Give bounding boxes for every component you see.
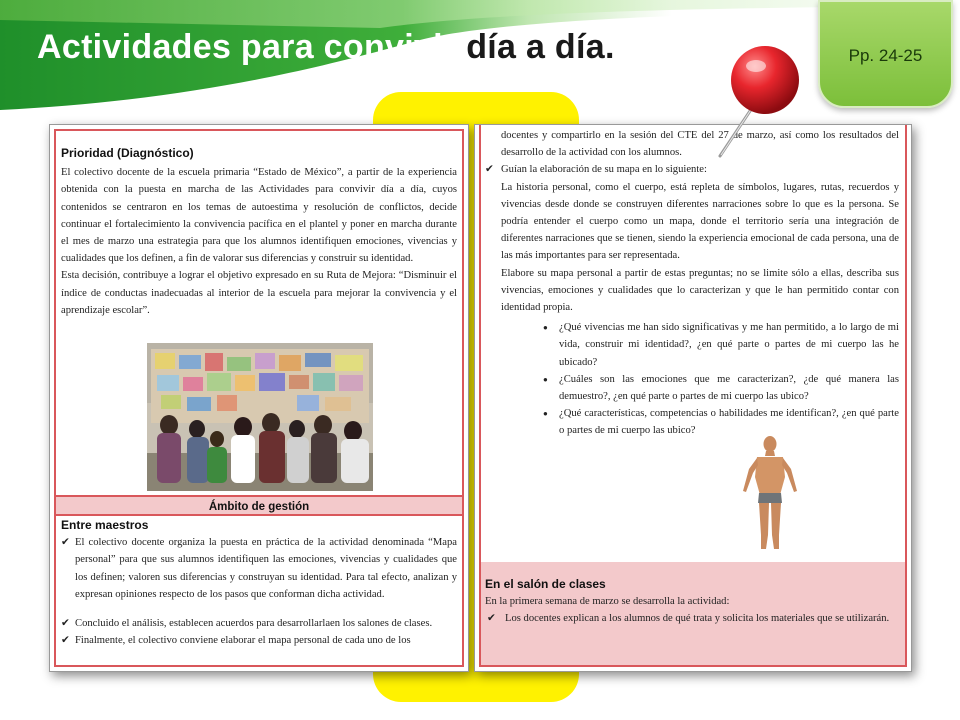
check-icon: ✔ [487,613,496,625]
instructions-paragraph: Elabore su mapa personal a partir de estas preguntas; no se limite sólo a ellas, describa sus vivencias, emociones y cualidades que lo caracterizan y que le han permitido contar con identidad propia. [501,267,899,314]
continuation-text: docentes y compartirlo en la sesión del CTE del 27 de marzo, así como los resultados del desarrollo de la actividad con los alumnos. [501,130,899,159]
right-document-page [474,124,912,672]
check-item-text: Guían la elaboración de su mapa en lo siguiente: [501,164,707,176]
classroom-heading: En el salón de clases [485,577,606,591]
human-body-figure [735,435,805,553]
body-map-paragraph: La historia personal, como el cuerpo, está repleta de símbolos, lugares, rutas, recuerdos y vivencias desde donde se construyen diferentes narraciones sobre lo que es la persona. Se podría entender el cuerpo como un mapa, donde el territorio sería una integración de diferentes narraciones que se tienen, siendo la experiencia emocional de cada persona, una de las más importantes para ser representada. [501,181,899,262]
check-item-text: El colectivo docente organiza la puesta en práctica de la actividad denominada “Mapa personal” para que sus alumnos identifiquen las emociones, vivencias y cualidades que los definen; valoren sus diferencias y construyan su identidad. Para tal efecto, analizan y expresan opiniones respecto de los pasos que conforman dicha actividad. [75,537,457,600]
list-item: ● ¿Qué vivencias me han sido significativas y me han permitido, a lo largo de mi vida, construir mi identidad?, ¿en qué parte o partes de mi cuerpo las he ubicado? [559,319,899,371]
students-photo [147,343,373,491]
priority-heading: Prioridad (Diagnóstico) [61,146,194,160]
slide-title: Actividades para convivir día a día. [37,28,615,66]
pushpin-icon [690,36,810,166]
objective-paragraph: Esta decisión, contribuye a lograr el objetivo expresado en su Ruta de Mejora: “Disminuir el índice de conductas inadecuadas al interior de la escuela para mejorar la convivencia y el aprendizaje escolar”. [61,270,457,316]
section-bar [56,497,462,514]
classroom-section [481,562,905,665]
check-icon: ✔ [61,537,70,549]
list-item: ● ¿Cuáles son las emociones que me caracterizan?, ¿de qué manera las demuestro?, ¿en qué parte o partes de mi cuerpo las ubico? [559,371,899,405]
teachers-subheading: Entre maestros [61,518,149,532]
question-list [501,319,899,439]
section-bar-label: Ámbito de gestión [208,501,310,513]
check-icon: ✔ [485,164,494,176]
check-item-text: Finalmente, el colectivo conviene elaborar el mapa personal de cada uno de los [75,635,411,647]
check-item-text: Concluido el análisis, establecen acuerdos para desarrollarlaen los salones de clases. [75,618,433,630]
list-item: ● ¿Qué características, competencias o habilidades me identifican?, ¿en qué parte o partes de mi cuerpo las ubico? [559,405,899,439]
check-item-text: Los docentes explican a los alumnos de qué trata y solicita los materiales que se utilizarán. [505,613,890,625]
left-document-page [49,124,469,672]
check-icon: ✔ [61,618,70,630]
page-reference-tab [818,0,953,108]
classroom-intro: En la primera semana de marzo se desarrolla la actividad: [485,596,730,608]
page-reference-label: Pp. 24-25 [848,46,923,65]
check-icon: ✔ [61,635,70,647]
priority-paragraph: El colectivo docente de la escuela primaria “Estado de México”, a partir de la experiencia obtenida con la puesta en marcha de las Actividades para convivir día a día, cuyos contenidos se centraron en los temas de autoestima y resolución de conflictos, decide continuar el fortalecimiento la convivencia pacífica en el plantel y poner en marcha durante el mes de marzo una estrategia para que los alumnos identifiquen emociones, vivencias y cualidades que los definen, a fin de valorar sus diferencias y construir su identidad. [61,167,457,265]
